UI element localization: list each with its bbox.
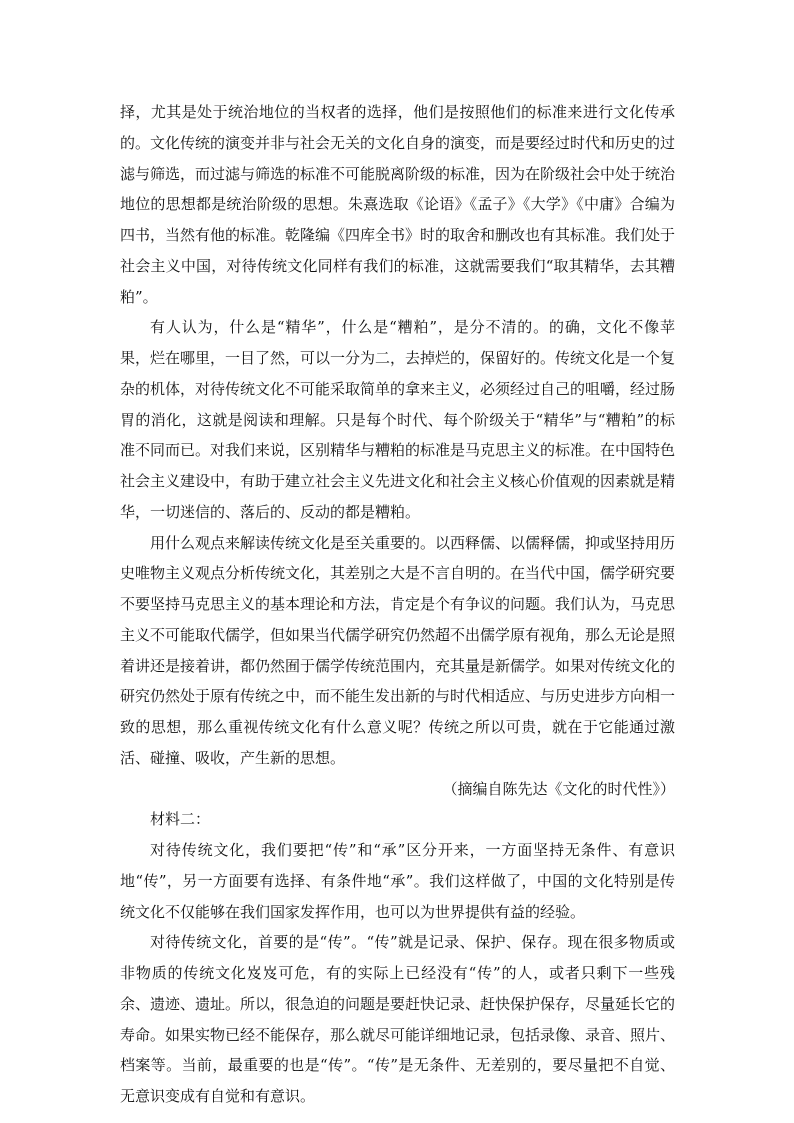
document-body xyxy=(120,97,675,1112)
paragraph-transmit-inherit: 对待传统文化，我们要把“传”和“承”区分开来，一方面坚持无条件、有意识地“传”，另一方面要有选择、有条件地“承”。我们这样做了，中国的文化特别是传统文化不仅能够在我们国家发挥作用，也可以为世界提供有益的经验。 xyxy=(120,841,675,921)
paragraph-transmit-first: 对待传统文化，首要的是“传”。“传”就是记录、保护、保存。现在很多物质或非物质的传统文化岌岌可危，有的实际上已经没有“传”的人，或者只剩下一些残余、遗迹、遗址。所以，很急迫的问题是要赶快记录、赶快保护保存，尽量延长它的寿命。如果实物已经不能保存，那么就尽可能详细地记录，包括录像、录音、照片、档案等。当前，最重要的也是“传”。“传”是无条件、无差别的，要尽量把不自觉、无意识变成有自觉和有意识。 xyxy=(120,933,676,1105)
source-citation: （摘编自陈先达《文化的时代性》） xyxy=(442,779,675,798)
paragraph-essence-dross: 有人认为，什么是“精华”，什么是“糟粕”，是分不清的。的确，文化不像苹果，烂在哪里，一目了然，可以一分为二，去掉烂的，保留好的。传统文化是一个复杂的机体，对待传统文化不可能采取简单的拿来主义，必须经过自己的咀嚼，经过肠胃的消化，这就是阅读和理解。只是每个时代、每个阶级关于“精华”与“糟粕”的标准不同而已。对我们来说，区别精华与糟粕的标准是马克思主义的标准。在中国特色社会主义建设中，有助于建立社会主义先进文化和社会主义核心价值观的因素就是精华，一切迷信的、落后的、反动的都是糟粕。 xyxy=(120,318,676,521)
paragraph-continued: 择，尤其是处于统治地位的当权者的选择，他们是按照他们的标准来进行文化传承的。文化传统的演变并非与社会无关的文化自身的演变，而是要经过时代和历史的过滤与筛选，而过滤与筛选的标准不可能脱离阶级的标准，因为在阶级社会中处于统治地位的思想都是统治阶级的思想。朱熹选取《论语》《孟子》《大学》《中庸》合编为四书，当然有他的标准。乾隆编《四库全书》时的取舍和删改也有其标准。我们处于社会主义中国，对待传统文化同样有我们的标准，这就需要我们“取其精华，去其糟粕”。 xyxy=(120,103,676,306)
material-two-label: 材料二： xyxy=(150,810,211,829)
paragraph-interpretation: 用什么观点来解读传统文化是至关重要的。以西释儒、以儒释儒，抑或坚持用历史唯物主义观点分析传统文化，其差别之大是不言自明的。在当代中国，儒学研究要不要坚持马克思主义的基本理论和方法，肯定是个有争议的问题。我们认为，马克思主义不可能取代儒学，但如果当代儒学研究仍然超不出儒学原有视角，那么无论是照着讲还是接着讲，都仍然囿于儒学传统范围内，充其量是新儒学。如果对传统文化的研究仍然处于原有传统之中，而不能生发出新的与时代相适应、与历史进步方向相一致的思想，那么重视传统文化有什么意义呢？传统之所以可贵，就在于它能通过激活、碰撞、吸收，产生新的思想。 xyxy=(120,533,676,767)
